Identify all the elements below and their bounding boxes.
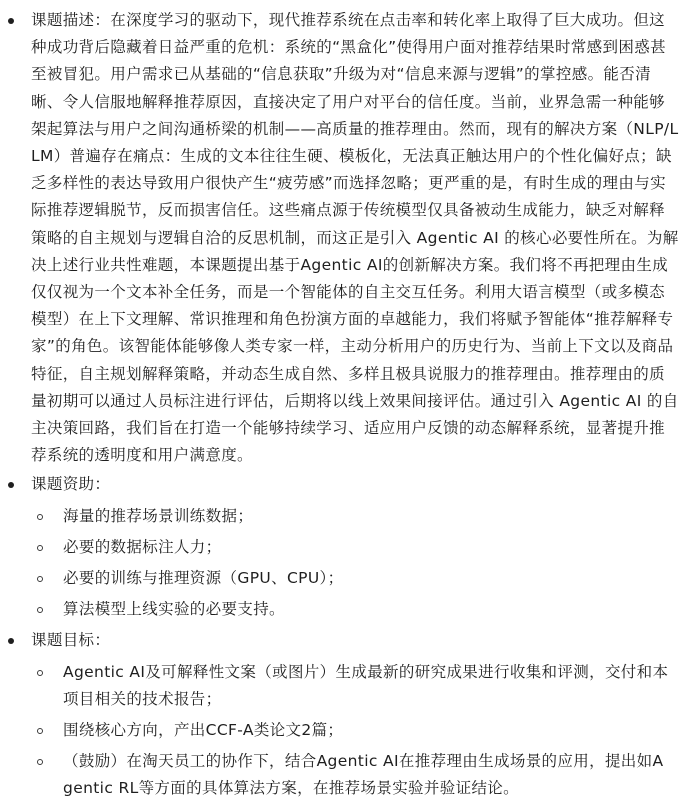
bullet-circle-icon	[37, 607, 43, 613]
goals-item-text: Agentic AI及可解释性文案（或图片）生成最新的研究成果进行收集和评测，交付和本项目相关的技术报告；	[63, 662, 669, 708]
list-item	[31, 748, 679, 802]
goals-section	[0, 627, 685, 802]
list-item	[31, 596, 679, 623]
bullet-circle-icon	[37, 759, 43, 765]
description-section	[0, 7, 685, 469]
bullet-disc-icon	[8, 18, 14, 24]
bullet-circle-icon	[37, 514, 43, 520]
list-item	[31, 534, 679, 561]
funding-list	[31, 503, 679, 624]
bullet-circle-icon	[37, 576, 43, 582]
funding-label: 课题资助：	[31, 475, 111, 494]
description-text: 在深度学习的驱动下，现代推荐系统在点击率和转化率上取得了巨大成功。但这种成功背后隐藏着日益严重的危机：系统的“黑盒化”使得用户面对推荐结果时常感到困惑甚至被冒犯。用户需求已从基础的“信息获取”升级为对“信息来源与逻辑”的掌控感。能否清晰、令人信服地解释推荐原因，直接决定了用户对平台的信任度。当前，业界急需一种能够架起算法与用户之间沟通桥梁的机制——高质量的推荐理由。然而，现有的解决方案（NLP/LLM）普遍存在痛点：生成的文本往往生硬、模板化，无法真正触达用户的个性化偏好点；缺乏多样性的表达导致用户很快产生“疲劳感”而选择忽略；更严重的是，有时生成的理由与实际推荐逻辑脱节，反而损害信任。这些痛点源于传统模型仅具备被动生成能力，缺乏对解释策略的自主规划与逻辑自洽的反思机制，而这正是引入 Agentic AI 的核心必要性所在。为解决上述行业共性难题，本课题提出基于Agentic AI的创新解决方案。我们将不再把理由生成仅仅视为一个文本补全任务，而是一个智能体的自主交互任务。利用大语言模型（或多模态模型）在上下文理解、常识推理和角色扮演方面的卓越能力，我们将赋予智能体“推荐解释专家”的角色。该智能体能够像人类专家一样，主动分析用户的历史行为、当前上下文以及商品特征，自主规划解释策略，并动态生成自然、多样且极具说服力的推荐理由。推荐理由的质量初期可以通过人员标注进行评估，后期将以线上效果间接评估。通过引入 Agentic AI 的自主决策回路，我们旨在打造一个能够持续学习、适应用户反馈的动态解释系统，显著提升推荐系统的透明度和用户满意度。	[31, 11, 679, 465]
funding-section	[0, 471, 685, 623]
funding-item-text: 海量的推荐场景训练数据；	[63, 506, 254, 525]
list-item	[31, 503, 679, 530]
bullet-circle-icon	[37, 728, 43, 734]
bullet-disc-icon	[8, 482, 14, 488]
goals-list	[31, 659, 679, 803]
goals-item-text: （鼓励）在淘天员工的协作下，结合Agentic AI在推荐理由生成场景的应用，提出如Agentic RL等方面的具体算法方案，在推荐场景实验并验证结论。	[63, 752, 664, 798]
list-item	[31, 717, 679, 744]
funding-item-text: 必要的数据标注人力；	[63, 537, 222, 556]
section-list	[0, 7, 685, 803]
bullet-circle-icon	[37, 545, 43, 551]
list-item	[31, 565, 679, 592]
description-label: 课题描述：	[31, 11, 111, 29]
bullet-circle-icon	[37, 670, 43, 676]
goals-label: 课题目标：	[31, 631, 111, 650]
list-item	[31, 659, 679, 713]
funding-item-text: 必要的训练与推理资源（GPU、CPU）；	[63, 569, 344, 588]
bullet-disc-icon	[8, 638, 14, 644]
goals-item-text: 围绕核心方向，产出CCF-A类论文2篇；	[63, 721, 344, 740]
funding-item-text: 算法模型上线实验的必要支持。	[63, 600, 285, 619]
